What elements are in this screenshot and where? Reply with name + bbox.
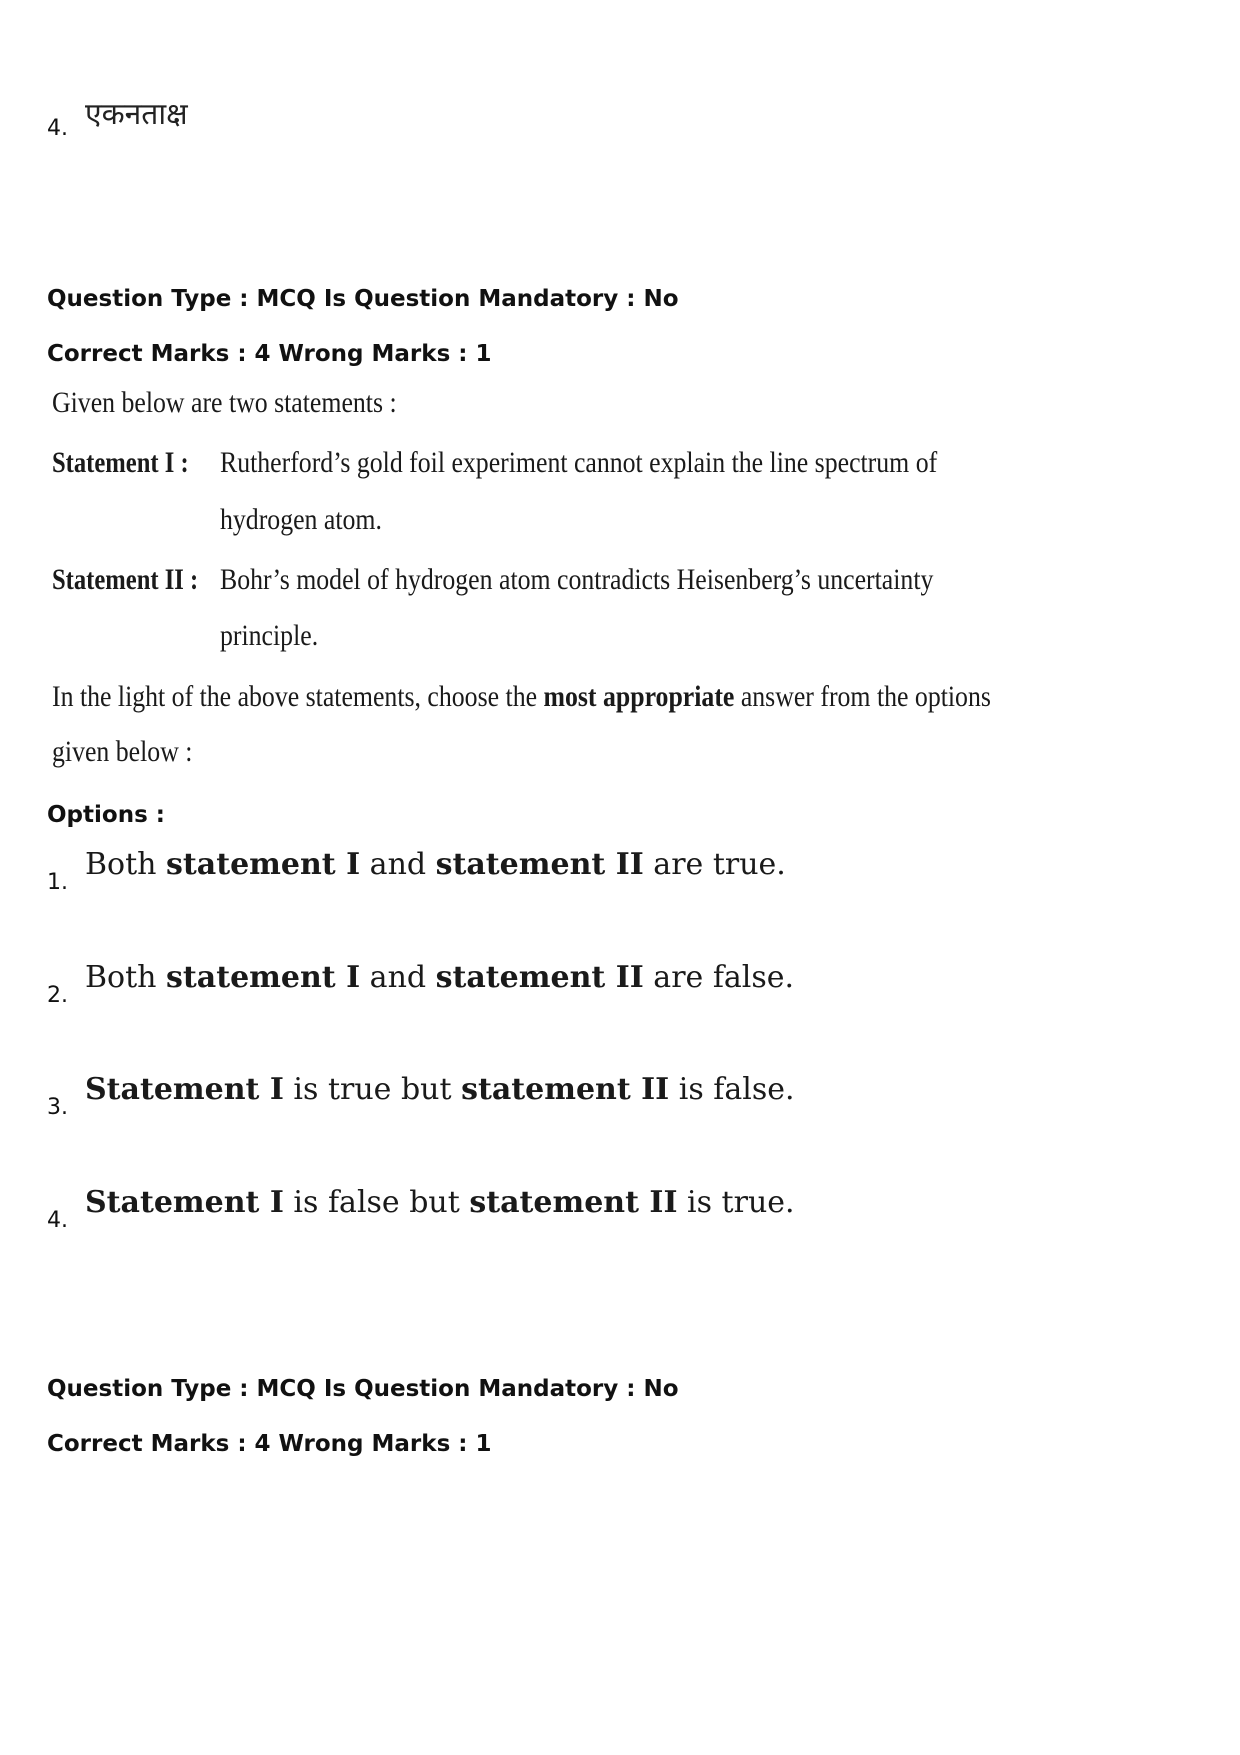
marks-line: Correct Marks : 4 Wrong Marks : 1 [47,341,492,367]
statement-1-line-2: hydrogen atom. [220,503,382,536]
option-1-number: 1. [47,870,68,895]
next-question-type-line: Question Type : MCQ Is Question Mandatory : No [47,1376,679,1402]
statement-2-line-1: Bohr’s model of hydrogen atom contradicts Heisenberg’s uncertainty [220,563,934,596]
prev-option-text: एकनताक्ष [85,97,188,132]
option-3-text: Statement I is true but statement II is false. [85,1072,795,1107]
option-2-text: Both statement I and statement II are false. [85,960,795,995]
option-4-text: Statement I is false but statement II is true. [85,1185,795,1220]
next-marks-line: Correct Marks : 4 Wrong Marks : 1 [47,1431,492,1457]
statement-1-line-1: Rutherford’s gold foil experiment cannot explain the line spectrum of [220,446,938,479]
question-intro: Given below are two statements : [52,386,397,419]
option-1-text: Both statement I and statement II are true. [85,847,786,882]
instruction-pre: In the light of the above statements, choose the [52,680,538,713]
question-type-line: Question Type : MCQ Is Question Mandatory : No [47,286,679,312]
instruction-line-2: given below : [52,735,193,768]
statement-1-label: Statement I : [52,446,189,479]
option-3-number: 3. [47,1095,68,1120]
option-2-number: 2. [47,983,68,1008]
instruction-bold: most appropriate [543,680,735,713]
option-4-number: 4. [47,1208,68,1233]
statement-2-line-2: principle. [220,619,319,652]
options-label: Options : [47,802,165,828]
instruction-post: answer from the options [740,680,991,713]
prev-option-number: 4. [47,116,68,141]
statement-2-label: Statement II : [52,563,199,596]
instruction-line-1 [52,680,991,714]
